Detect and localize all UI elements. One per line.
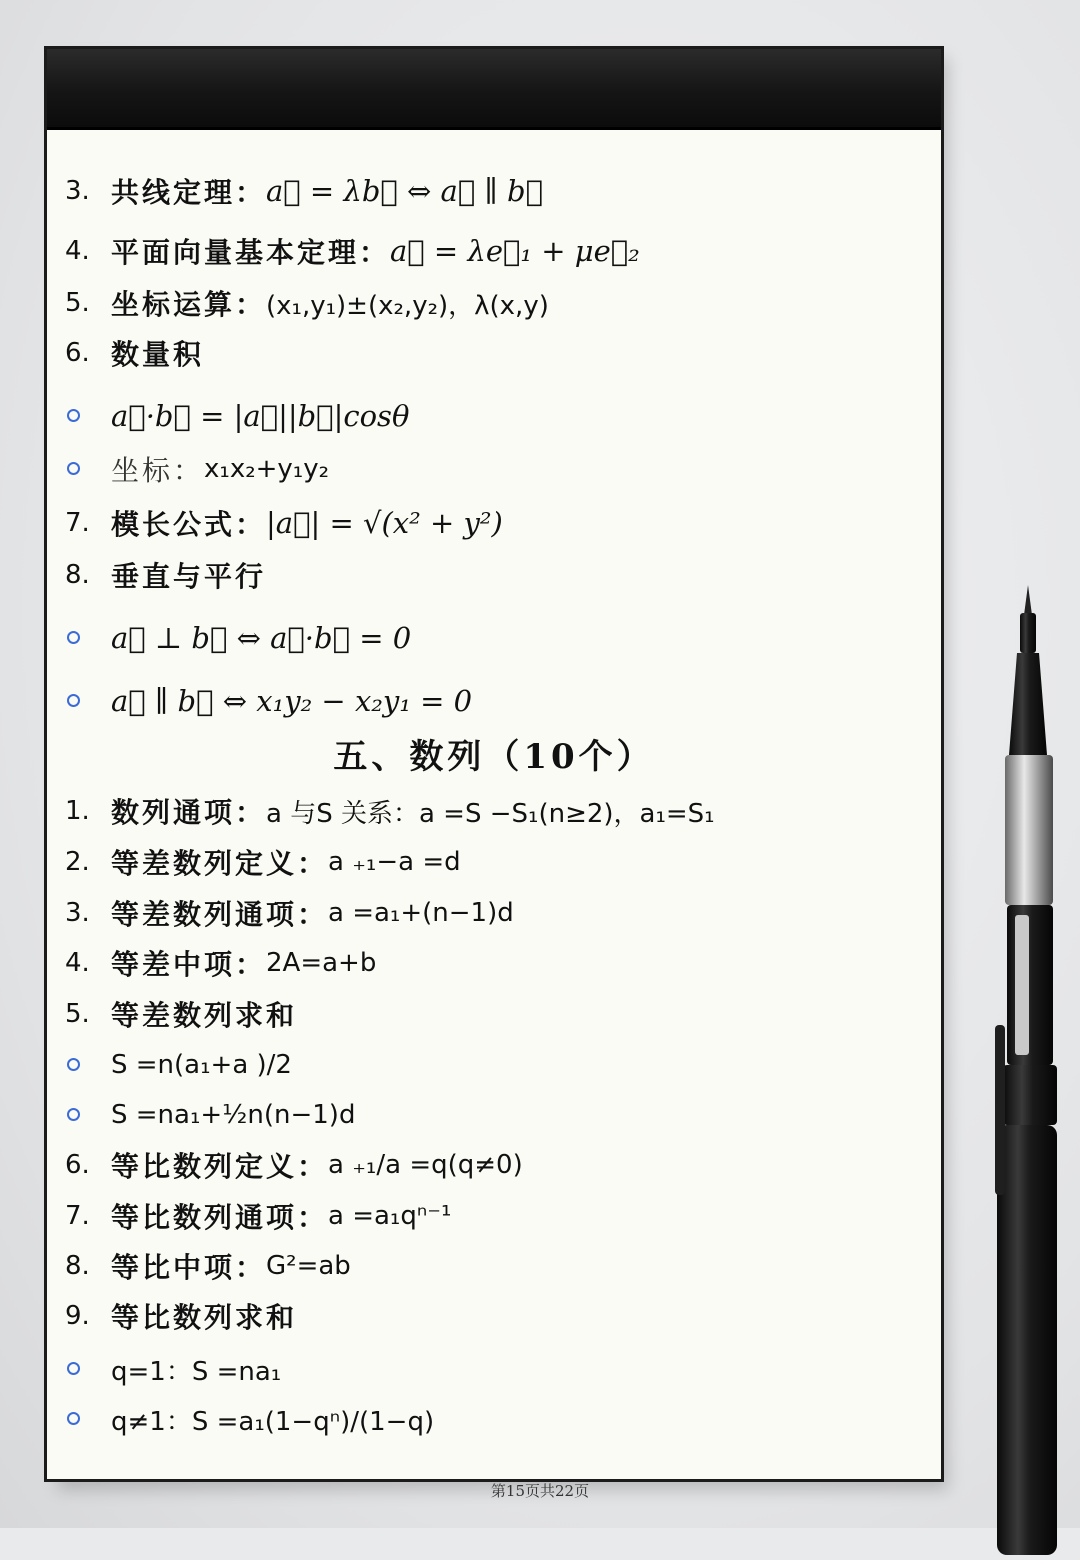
item-label: 坐标：	[111, 454, 205, 487]
item-label: 等比中项：	[111, 1251, 267, 1284]
page-footer: 第15页共22页	[490, 1482, 590, 1500]
list-item	[65, 1194, 451, 1238]
item-number: 5.	[65, 999, 90, 1029]
list-item	[65, 501, 503, 545]
item-formula: q=1：S =na₁	[111, 1356, 282, 1387]
bullet-icon	[65, 1055, 111, 1075]
item-number: 3.	[65, 176, 90, 206]
item-label: 数量积	[111, 338, 205, 371]
item-formula: a ₊₁−a =d	[328, 847, 461, 877]
item-number: 6.	[65, 338, 90, 368]
item-number: 1.	[65, 796, 90, 826]
list-item	[65, 331, 204, 375]
item-label: 共线定理：	[111, 176, 267, 209]
sub-list-item	[65, 1093, 355, 1137]
bullet-icon	[65, 1359, 111, 1379]
item-formula: 2A=a+b	[266, 948, 377, 978]
sub-list-item	[65, 394, 409, 438]
item-number: 8.	[65, 1251, 90, 1281]
item-label: 等差数列定义：	[111, 847, 329, 880]
sub-list-item	[65, 447, 329, 491]
item-formula: a =a₁qⁿ⁻¹	[328, 1201, 452, 1231]
list-item	[65, 1244, 351, 1288]
item-label: 坐标运算：	[111, 288, 267, 321]
bullet-icon	[65, 628, 111, 648]
item-formula: a ₊₁/a =q(q≠0)	[328, 1150, 523, 1180]
item-number: 2.	[65, 847, 90, 877]
list-item	[65, 1294, 297, 1338]
item-formula: a⃗ = λe⃗₁ + μe⃗₂	[390, 234, 640, 268]
bullet-icon	[65, 1105, 111, 1125]
section-title: 五、数列（10个）	[333, 737, 655, 777]
item-formula: G²=ab	[266, 1251, 351, 1281]
item-number: 6.	[65, 1150, 90, 1180]
item-number: 7.	[65, 1201, 90, 1231]
list-item	[65, 789, 715, 833]
item-formula: a =a₁+(n−1)d	[328, 898, 514, 928]
item-formula: a⃗ = λb⃗ ⇔ a⃗ ∥ b⃗	[266, 174, 544, 208]
item-formula: (x₁,y₁)±(x₂,y₂)，λ(x,y)	[266, 290, 549, 321]
item-number: 5.	[65, 288, 90, 318]
list-item	[65, 941, 376, 985]
list-item	[65, 169, 543, 213]
item-number: 4.	[65, 948, 90, 978]
item-number: 7.	[65, 508, 90, 538]
item-label: 等比数列通项：	[111, 1201, 329, 1234]
bullet-icon	[65, 459, 111, 479]
sub-list-item	[65, 679, 472, 723]
list-item	[65, 281, 549, 325]
item-formula: a 与S 关系：a =S −S₁(n≥2)，a₁=S₁	[266, 798, 715, 829]
item-label: 等差数列通项：	[111, 898, 329, 931]
item-formula: S =n(a₁+a )/2	[111, 1050, 292, 1080]
bullet-icon	[65, 406, 111, 426]
item-label: 垂直与平行	[111, 560, 267, 593]
item-label: 等差中项：	[111, 948, 267, 981]
item-formula: a⃗·b⃗ = |a⃗||b⃗|cosθ	[111, 399, 410, 433]
list-item	[65, 891, 514, 935]
pen-icon	[995, 585, 1065, 1560]
item-number: 8.	[65, 560, 90, 590]
list-item	[65, 1143, 523, 1187]
item-label: 数列通项：	[111, 796, 267, 829]
item-number: 3.	[65, 898, 90, 928]
item-formula: S =na₁+½n(n−1)d	[111, 1100, 356, 1130]
item-formula: x₁x₂+y₁y₂	[204, 454, 330, 484]
list-item	[65, 229, 640, 273]
sub-list-item	[65, 1043, 292, 1087]
list-item	[65, 553, 266, 597]
bullet-icon	[65, 691, 111, 711]
sub-list-item	[65, 1397, 434, 1441]
notepad-page	[44, 46, 944, 1482]
list-item	[65, 992, 297, 1036]
item-label: 等比数列求和	[111, 1301, 298, 1334]
sub-list-item	[65, 1347, 281, 1391]
item-formula: |a⃗| = √(x² + y²)	[266, 506, 503, 540]
item-label: 等差数列求和	[111, 999, 298, 1032]
item-number: 4.	[65, 236, 90, 266]
item-label: 模长公式：	[111, 508, 267, 541]
sub-list-item	[65, 616, 411, 660]
item-formula: q≠1：S =a₁(1−qⁿ)/(1−q)	[111, 1406, 435, 1437]
list-item	[65, 840, 461, 884]
item-number: 9.	[65, 1301, 90, 1331]
item-formula: a⃗ ∥ b⃗ ⇔ x₁y₂ − x₂y₁ = 0	[111, 684, 473, 718]
page-content	[47, 49, 941, 1479]
item-formula: a⃗ ⊥ b⃗ ⇔ a⃗·b⃗ = 0	[111, 621, 412, 655]
item-label: 平面向量基本定理：	[111, 236, 391, 269]
item-label: 等比数列定义：	[111, 1150, 329, 1183]
bullet-icon	[65, 1409, 111, 1429]
